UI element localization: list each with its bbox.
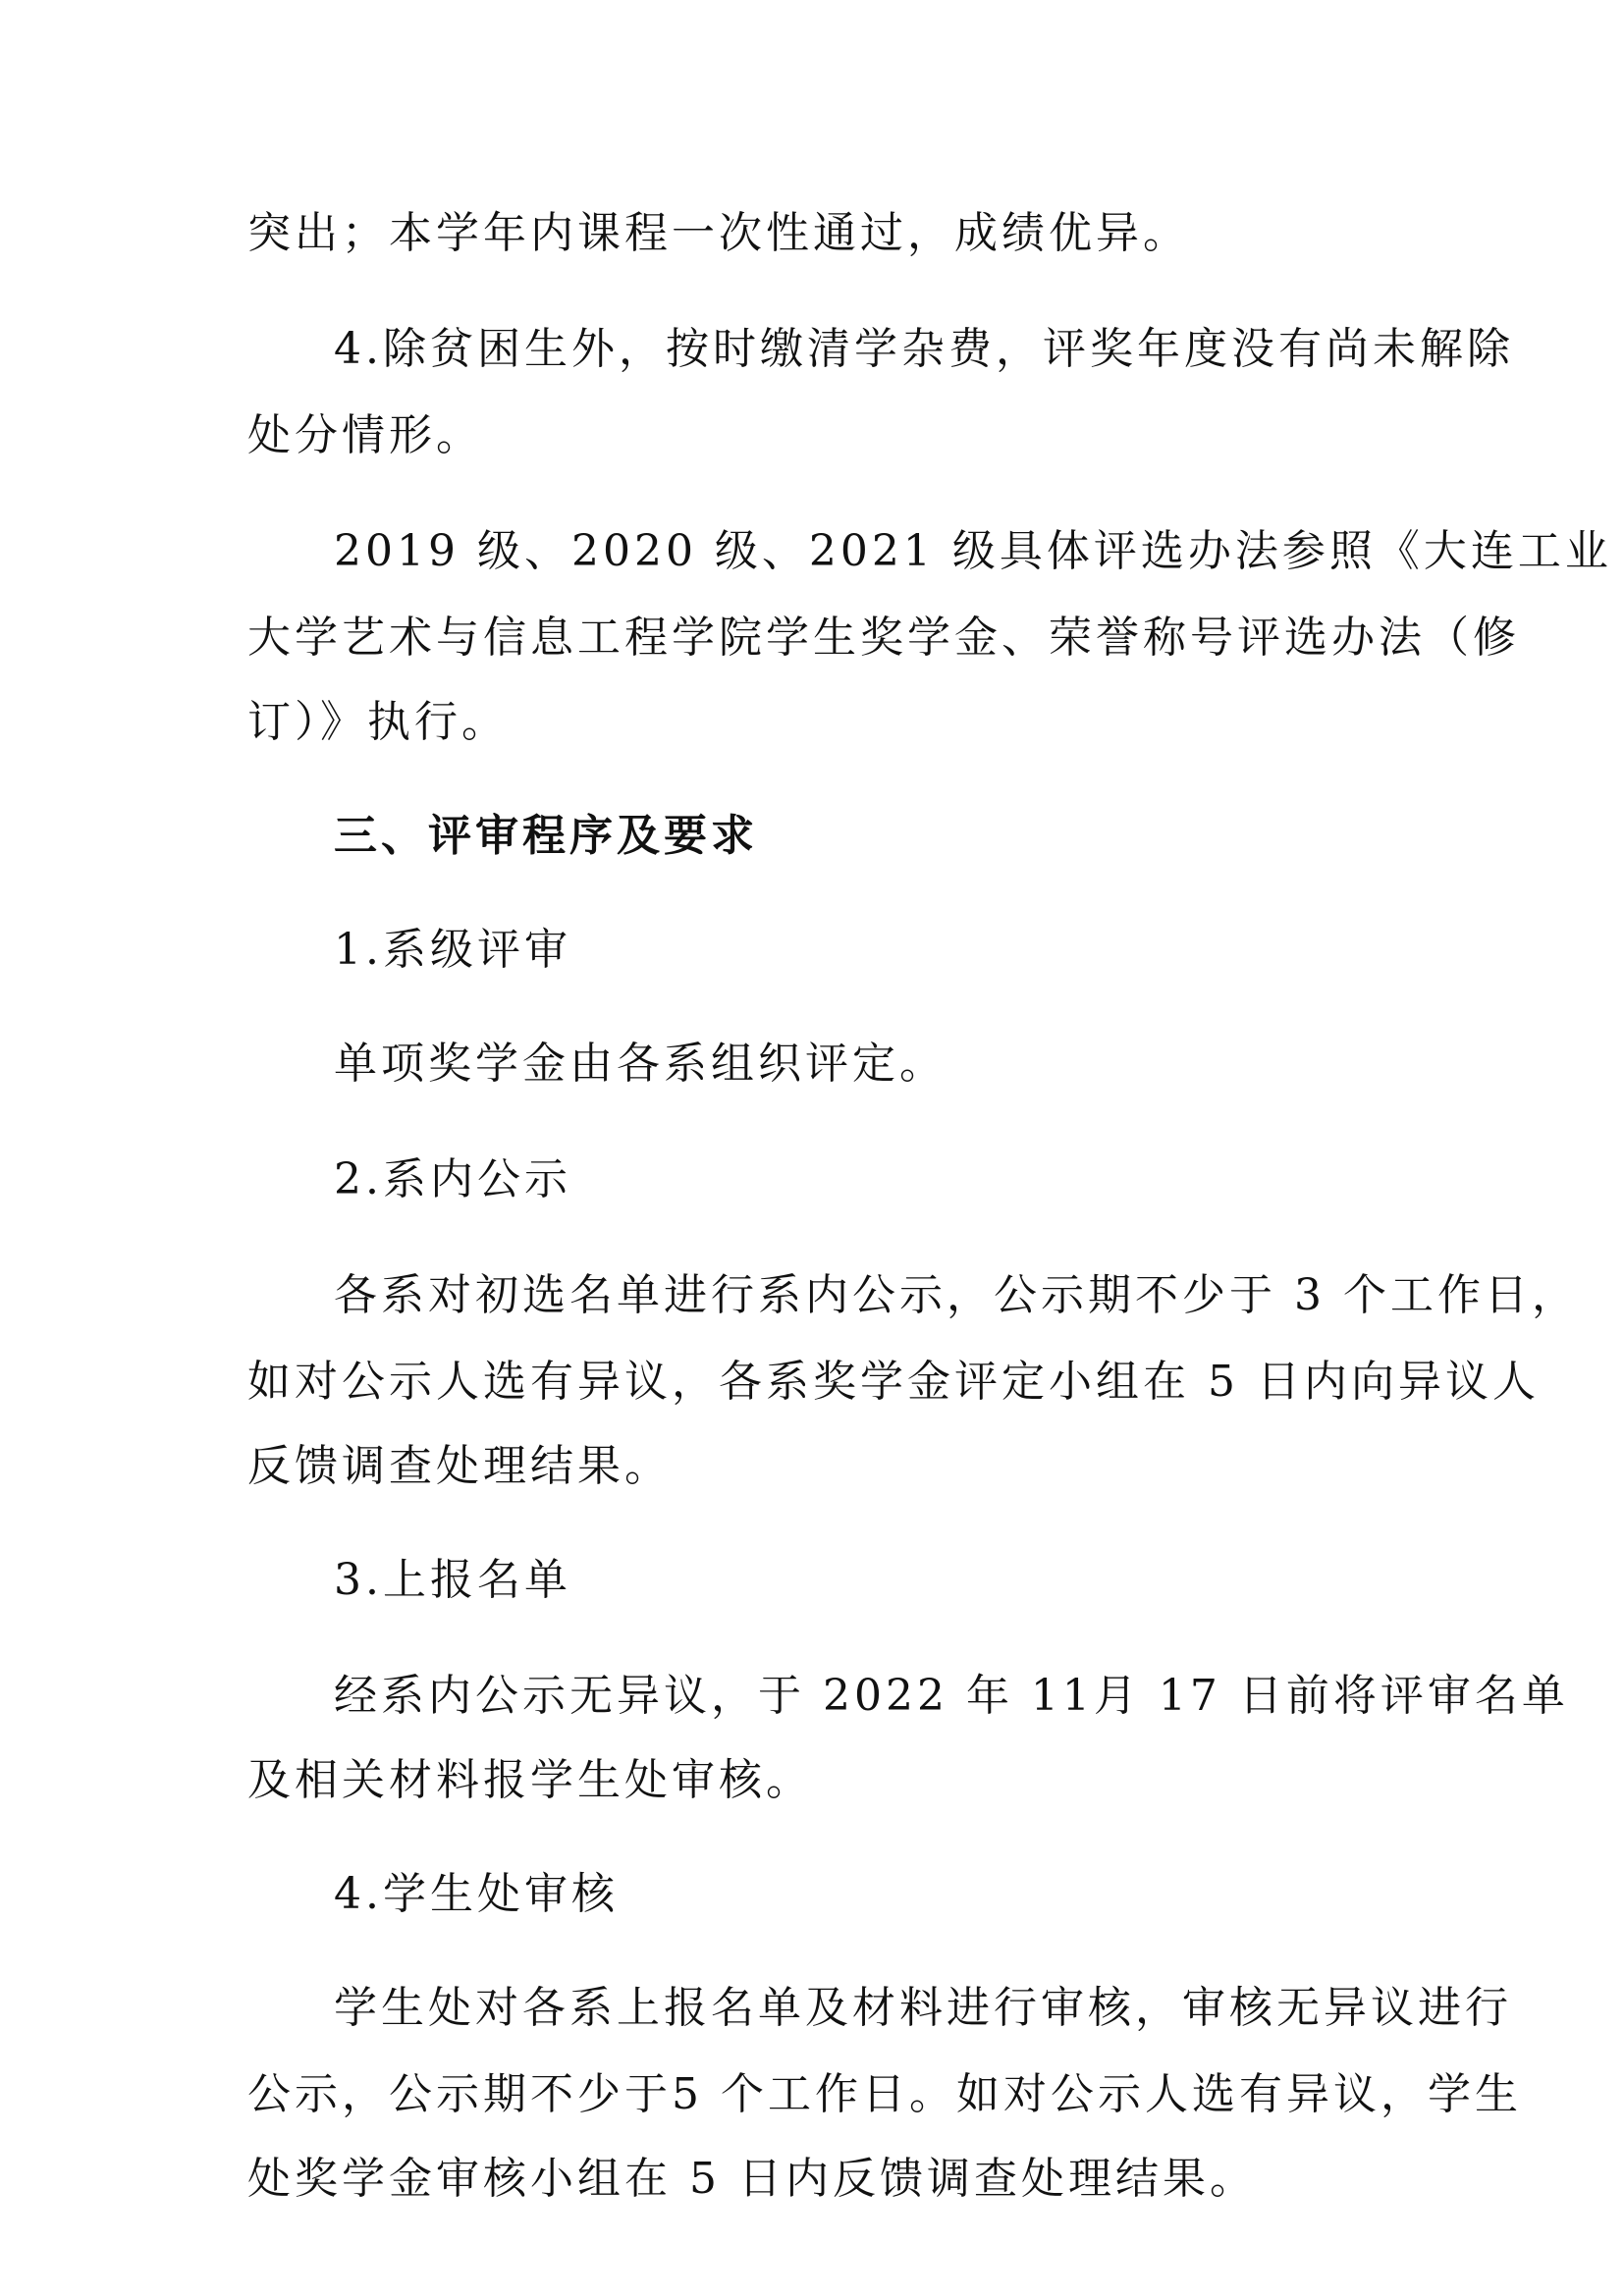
step-body-line: 学生处对各系上报名单及材料进行审核，审核无异议进行 [334, 1983, 1512, 2033]
paragraph-line: 大学艺术与信息工程学院学生奖学金、荣誉称号评选办法（修 [247, 613, 1520, 663]
step-body-line: 各系对初选名单进行系内公示，公示期不少于 3 个工作日， [334, 1270, 1579, 1320]
step-title: 1.系级评审 [334, 925, 571, 975]
paragraph-line: 突出；本学年内课程一次性通过，成绩优异。 [247, 208, 1190, 258]
step-body-line: 经系内公示无异议，于 2022 年 11月 17 日前将评审名单 [334, 1671, 1569, 1721]
paragraph-line: 2019 级、2020 级、2021 级具体评选办法参照《大连工业 [334, 526, 1612, 576]
paragraph-line: 处分情形。 [247, 410, 483, 460]
step-body-line: 及相关材料报学生处审核。 [247, 1755, 813, 1805]
paragraph-line: 4.除贫困生外，按时缴清学杂费，评奖年度没有尚未解除 [334, 324, 1514, 374]
step-body-line: 处奖学金审核小组在 5 日内反馈调查处理结果。 [247, 2154, 1257, 2204]
step-body-line: 反馈调查处理结果。 [247, 1441, 672, 1491]
step-title: 4.学生处审核 [334, 1869, 619, 1919]
step-body-line: 公示，公示期不少于5 个工作日。如对公示人选有异议，学生 [247, 2069, 1522, 2119]
step-title: 2.系内公示 [334, 1154, 571, 1204]
step-body-line: 单项奖学金由各系组织评定。 [334, 1039, 947, 1089]
step-title: 3.上报名单 [334, 1555, 571, 1605]
paragraph-line: 订）》执行。 [247, 697, 509, 747]
section-heading: 三、评审程序及要求 [334, 811, 758, 861]
step-body-line: 如对公示人选有异议，各系奖学金评定小组在 5 日内向异议人 [247, 1357, 1540, 1407]
